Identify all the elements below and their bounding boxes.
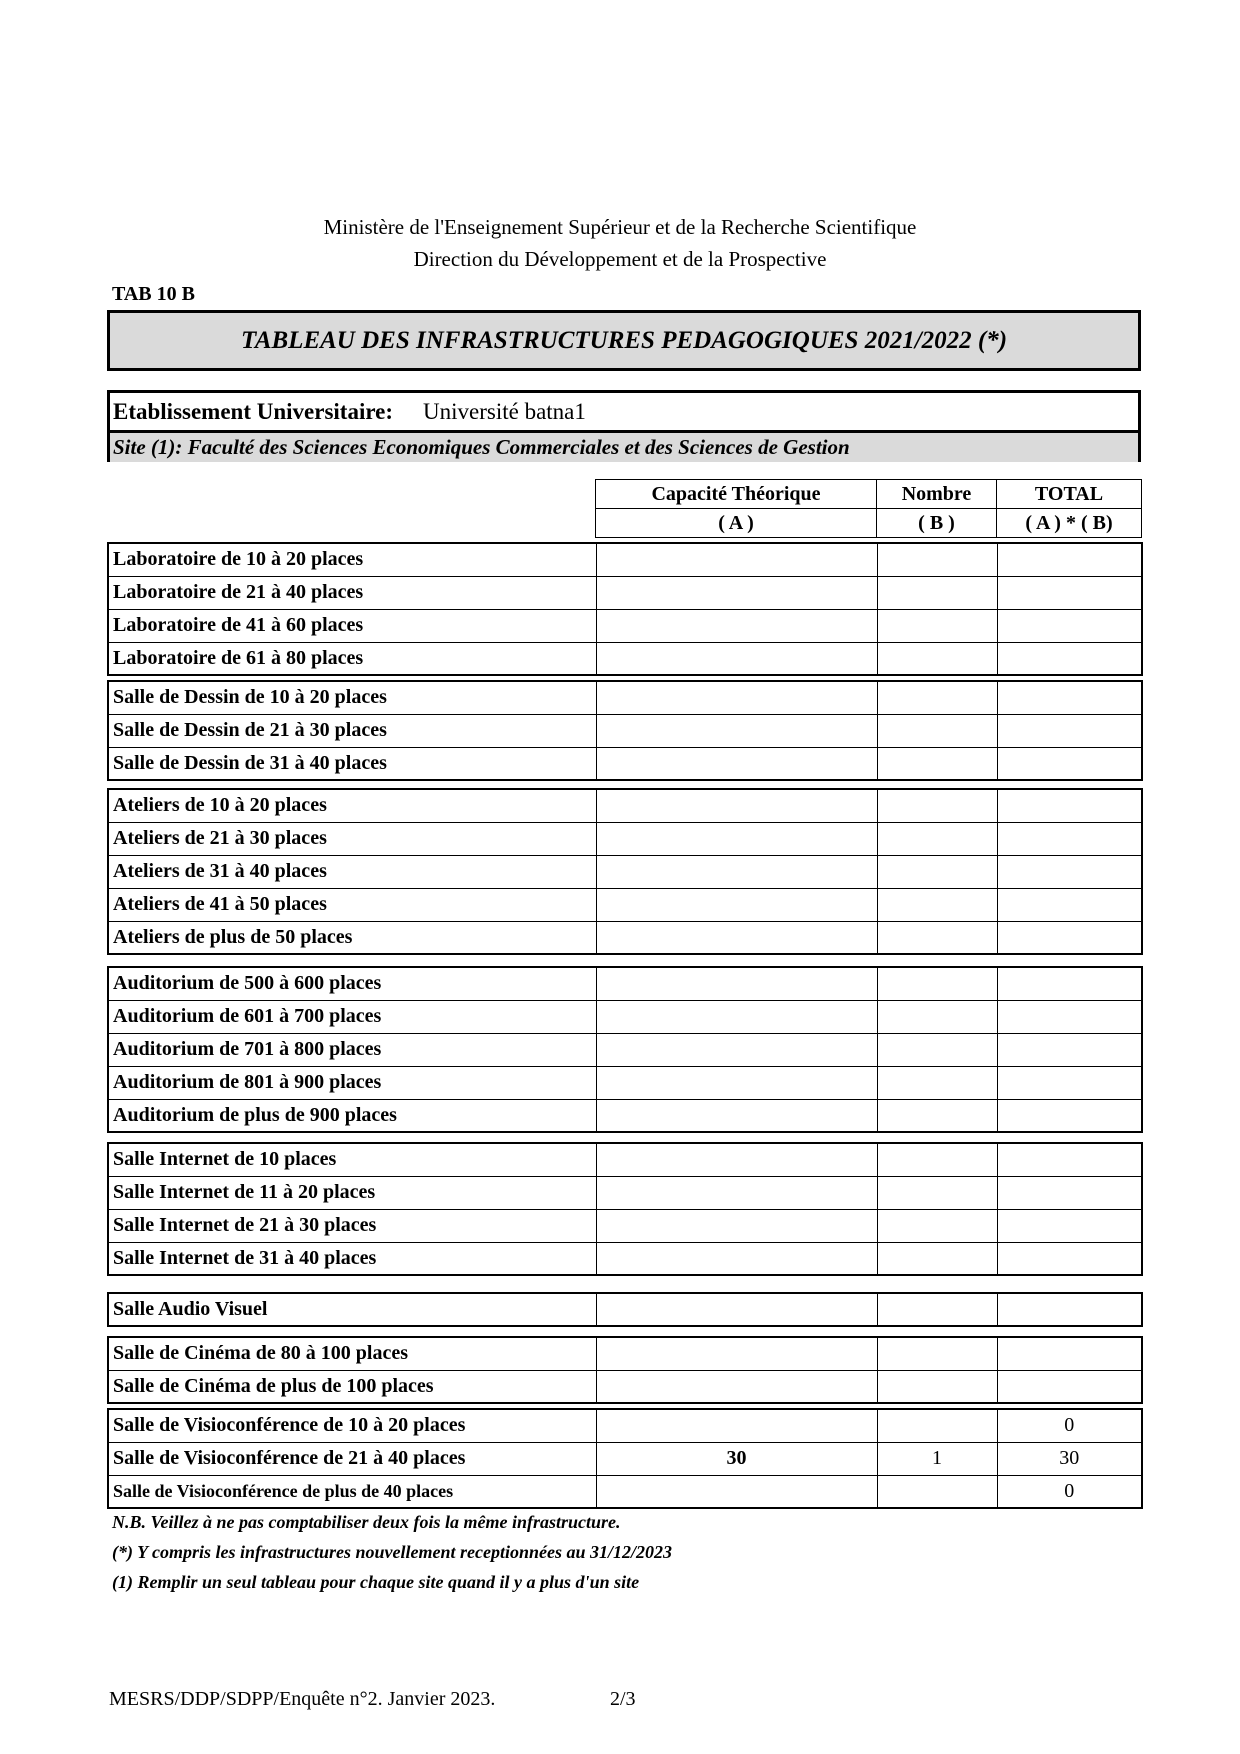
table-row — [108, 1442, 1142, 1475]
row-label: Laboratoire de 10 à 20 places — [108, 543, 596, 576]
etablissement-box — [107, 390, 1141, 462]
cell-capacite — [596, 1475, 877, 1508]
cell-nombre — [877, 1099, 997, 1132]
table-row — [108, 921, 1142, 954]
cell-capacite — [596, 967, 877, 1000]
cell-nombre — [877, 789, 997, 822]
cell-nombre — [877, 822, 997, 855]
table-group — [107, 1142, 1143, 1276]
table-row — [108, 789, 1142, 822]
row-label: Salle de Visioconférence de plus de 40 places — [108, 1475, 596, 1508]
table-row — [108, 1033, 1142, 1066]
row-label: Salle Internet de 21 à 30 places — [108, 1209, 596, 1242]
column-header — [595, 479, 1142, 538]
footer-reference: MESRS/DDP/SDPP/Enquête n°2. Janvier 2023. — [109, 1688, 496, 1710]
cell-nombre — [877, 1293, 997, 1326]
row-label: Salle de Cinéma de plus de 100 places — [108, 1370, 596, 1403]
cell-total — [997, 747, 1142, 780]
cell-nombre — [877, 609, 997, 642]
page-number: 2/3 — [610, 1688, 636, 1710]
cell-capacite — [596, 576, 877, 609]
cell-capacite — [596, 1066, 877, 1099]
table-row — [108, 855, 1142, 888]
col-nombre-sub: ( B ) — [877, 509, 997, 538]
table-title-text: TABLEAU DES INFRASTRUCTURES PEDAGOGIQUES 2021/2022 (*) — [240, 326, 1008, 354]
table-row — [108, 1143, 1142, 1176]
table-group — [107, 1408, 1143, 1509]
table-group — [107, 1292, 1143, 1327]
table-row — [108, 1066, 1142, 1099]
cell-total — [997, 543, 1142, 576]
row-label: Laboratoire de 61 à 80 places — [108, 642, 596, 675]
cell-nombre — [877, 1475, 997, 1508]
row-label: Laboratoire de 41 à 60 places — [108, 609, 596, 642]
table-group — [107, 1336, 1143, 1404]
table-row — [108, 543, 1142, 576]
table-row — [108, 576, 1142, 609]
cell-total — [997, 921, 1142, 954]
table-row — [108, 1176, 1142, 1209]
cell-capacite — [596, 1370, 877, 1403]
cell-nombre — [877, 714, 997, 747]
row-label: Salle de Visioconférence de 10 à 20 places — [108, 1409, 596, 1442]
col-nombre-title: Nombre — [877, 480, 997, 509]
cell-nombre — [877, 1337, 997, 1370]
cell-nombre — [877, 1242, 997, 1275]
row-label: Auditorium de 801 à 900 places — [108, 1066, 596, 1099]
table-group — [107, 680, 1143, 781]
cell-nombre — [877, 1033, 997, 1066]
cell-nombre — [877, 642, 997, 675]
cell-total — [997, 642, 1142, 675]
etablissement-row — [110, 393, 1138, 433]
row-label: Ateliers de 21 à 30 places — [108, 822, 596, 855]
cell-total: 0 — [997, 1409, 1142, 1442]
table-row — [108, 1293, 1142, 1326]
cell-capacite — [596, 1033, 877, 1066]
table-row — [108, 822, 1142, 855]
cell-nombre — [877, 967, 997, 1000]
col-capacite-sub: ( A ) — [596, 509, 877, 538]
ministry-heading: Ministère de l'Enseignement Supérieur et de la Recherche Scientifique — [323, 215, 917, 239]
cell-capacite — [596, 855, 877, 888]
col-total-sub: ( A ) * ( B) — [997, 509, 1142, 538]
cell-nombre — [877, 1066, 997, 1099]
cell-capacite — [596, 747, 877, 780]
cell-capacite — [596, 789, 877, 822]
cell-total — [997, 1293, 1142, 1326]
row-label: Ateliers de plus de 50 places — [108, 921, 596, 954]
cell-total — [997, 822, 1142, 855]
site-row — [110, 433, 1138, 462]
table-row — [108, 1370, 1142, 1403]
row-label: Salle Internet de 10 places — [108, 1143, 596, 1176]
cell-total — [997, 967, 1142, 1000]
cell-total — [997, 714, 1142, 747]
row-label: Auditorium de 701 à 800 places — [108, 1033, 596, 1066]
cell-nombre — [877, 543, 997, 576]
table-row — [108, 714, 1142, 747]
table-row — [108, 1209, 1142, 1242]
row-label: Salle Audio Visuel — [108, 1293, 596, 1326]
cell-nombre — [877, 921, 997, 954]
cell-nombre — [877, 1370, 997, 1403]
cell-capacite — [596, 1000, 877, 1033]
tab-code: TAB 10 B — [112, 283, 195, 305]
row-label: Salle de Dessin de 31 à 40 places — [108, 747, 596, 780]
table-row — [108, 1475, 1142, 1508]
cell-nombre — [877, 1409, 997, 1442]
table-row — [108, 1000, 1142, 1033]
row-label: Salle Internet de 11 à 20 places — [108, 1176, 596, 1209]
etablissement-label: Etablissement Universitaire: — [113, 398, 394, 424]
note-one: (1) Remplir un seul tableau pour chaque site quand il y a plus d'un site — [112, 1572, 640, 1592]
table-row — [108, 681, 1142, 714]
cell-nombre — [877, 1143, 997, 1176]
cell-nombre — [877, 1209, 997, 1242]
row-label: Salle de Dessin de 10 à 20 places — [108, 681, 596, 714]
row-label: Ateliers de 10 à 20 places — [108, 789, 596, 822]
cell-capacite — [596, 1409, 877, 1442]
cell-capacite — [596, 921, 877, 954]
cell-total — [997, 681, 1142, 714]
table-group — [107, 966, 1143, 1133]
cell-capacite — [596, 1242, 877, 1275]
cell-capacite — [596, 888, 877, 921]
cell-nombre — [877, 1176, 997, 1209]
row-label: Auditorium de 601 à 700 places — [108, 1000, 596, 1033]
cell-capacite — [596, 1176, 877, 1209]
cell-nombre — [877, 1000, 997, 1033]
cell-total — [997, 1033, 1142, 1066]
table-row — [108, 1242, 1142, 1275]
table-row — [108, 888, 1142, 921]
cell-capacite — [596, 1143, 877, 1176]
table-row — [108, 967, 1142, 1000]
cell-capacite — [596, 1099, 877, 1132]
cell-nombre — [877, 888, 997, 921]
cell-capacite — [596, 609, 877, 642]
cell-nombre: 1 — [877, 1442, 997, 1475]
cell-capacite: 30 — [596, 1442, 877, 1475]
cell-total — [997, 789, 1142, 822]
etablissement-value: Université batna1 — [423, 398, 586, 424]
col-total-title: TOTAL — [997, 480, 1142, 509]
row-label: Auditorium de plus de 900 places — [108, 1099, 596, 1132]
cell-total — [997, 609, 1142, 642]
cell-total — [997, 1066, 1142, 1099]
row-label: Laboratoire de 21 à 40 places — [108, 576, 596, 609]
cell-total: 0 — [997, 1475, 1142, 1508]
cell-capacite — [596, 681, 877, 714]
cell-nombre — [877, 576, 997, 609]
cell-total — [997, 1176, 1142, 1209]
row-label: Auditorium de 500 à 600 places — [108, 967, 596, 1000]
cell-capacite — [596, 822, 877, 855]
cell-total: 30 — [997, 1442, 1142, 1475]
table-row — [108, 747, 1142, 780]
cell-nombre — [877, 855, 997, 888]
cell-capacite — [596, 714, 877, 747]
cell-capacite — [596, 1293, 877, 1326]
cell-total — [997, 888, 1142, 921]
row-label: Ateliers de 41 à 50 places — [108, 888, 596, 921]
row-label: Ateliers de 31 à 40 places — [108, 855, 596, 888]
cell-capacite — [596, 1337, 877, 1370]
row-label: Salle de Dessin de 21 à 30 places — [108, 714, 596, 747]
row-label: Salle de Cinéma de 80 à 100 places — [108, 1337, 596, 1370]
table-row — [108, 1337, 1142, 1370]
cell-capacite — [596, 642, 877, 675]
cell-total — [997, 1370, 1142, 1403]
cell-total — [997, 1337, 1142, 1370]
cell-total — [997, 855, 1142, 888]
cell-total — [997, 576, 1142, 609]
cell-total — [997, 1143, 1142, 1176]
cell-total — [997, 1242, 1142, 1275]
direction-heading: Direction du Développement et de la Prospective — [413, 247, 827, 271]
cell-capacite — [596, 1209, 877, 1242]
cell-total — [997, 1099, 1142, 1132]
note-nb: N.B. Veillez à ne pas comptabiliser deux fois la même infrastructure. — [112, 1512, 621, 1532]
cell-capacite — [596, 543, 877, 576]
table-title — [107, 310, 1141, 371]
cell-total — [997, 1209, 1142, 1242]
table-row — [108, 1409, 1142, 1442]
site-text: Site (1): Faculté des Sciences Economiques Commerciales et des Sciences de Gestion — [113, 435, 850, 459]
col-capacite-title: Capacité Théorique — [596, 480, 877, 509]
cell-nombre — [877, 681, 997, 714]
cell-total — [997, 1000, 1142, 1033]
note-star: (*) Y compris les infrastructures nouvellement receptionnées au 31/12/2023 — [112, 1542, 673, 1562]
row-label: Salle de Visioconférence de 21 à 40 places — [108, 1442, 596, 1475]
table-row — [108, 609, 1142, 642]
table-group — [107, 542, 1143, 676]
table-row — [108, 1099, 1142, 1132]
table-group — [107, 788, 1143, 955]
row-label: Salle Internet de 31 à 40 places — [108, 1242, 596, 1275]
cell-nombre — [877, 747, 997, 780]
table-row — [108, 642, 1142, 675]
